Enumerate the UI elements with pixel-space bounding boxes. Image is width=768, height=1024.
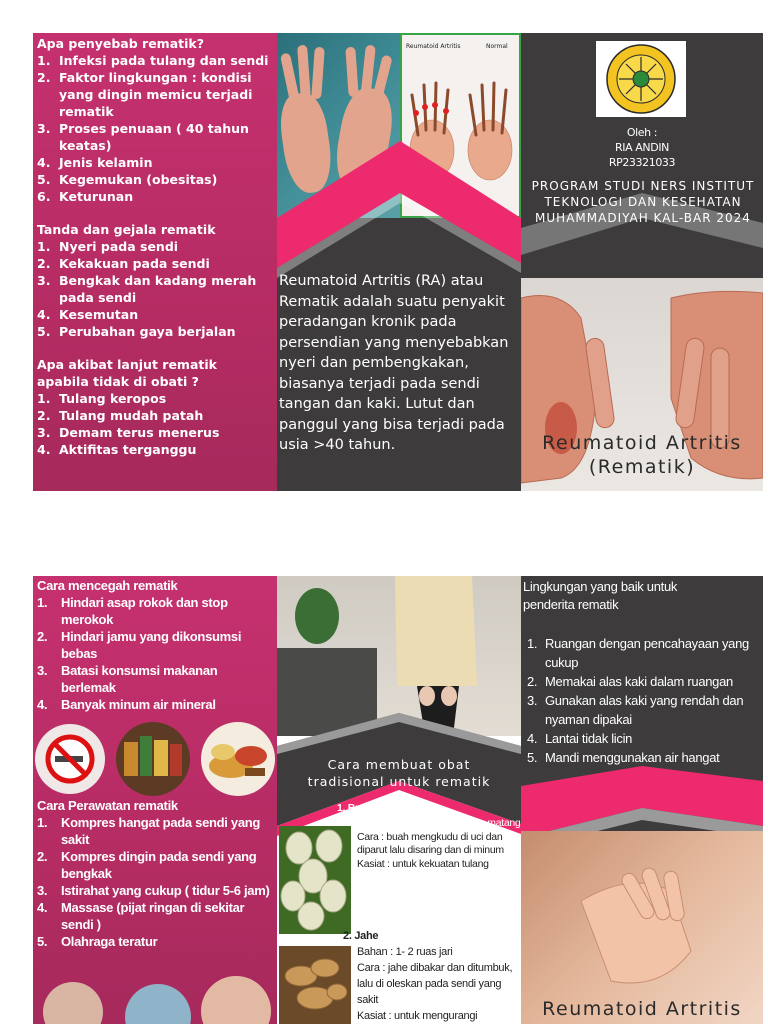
list-item-text: Hindari asap rokok dan stop merokok (61, 595, 228, 627)
list-item-number: 1. (37, 53, 51, 68)
causes-list (37, 52, 275, 205)
hand-massage-photo (521, 831, 763, 1024)
list-item (37, 848, 275, 882)
list-item-text: Kesemutan (59, 307, 139, 322)
list-item-number: 4. (37, 900, 48, 915)
list-item-number: 2. (37, 629, 48, 644)
list-item-number: 3. (37, 121, 51, 136)
list-item-text: Istirahat yang cukup ( tidur 5-6 jam) (61, 883, 270, 898)
list-item (37, 238, 275, 255)
list-item (37, 424, 275, 441)
list-item-number: 4. (37, 307, 51, 322)
prevent-list (37, 594, 275, 713)
list-item (37, 188, 275, 205)
middle-panel (277, 33, 521, 491)
list-item-text: Aktifitas terganggu (59, 442, 197, 457)
list-item-number: 1. (37, 595, 48, 610)
cover-subtitle: (Rematik) (588, 456, 696, 478)
list-item-text: Kegemukan (obesitas) (59, 172, 218, 187)
footer-title: Reumatoid Artritis (542, 998, 742, 1020)
list-item-text: Memakai alas kaki dalam ruangan (545, 674, 733, 689)
list-item (37, 407, 275, 424)
list-item-number: 5. (37, 172, 51, 187)
list-item-text: Faktor lingkungan : kondisi yang dingin memicu terjadi rematik (59, 70, 253, 119)
author-nim: RP23321033 (608, 156, 676, 169)
xray-label-ra: Reumatoid Artritis (406, 43, 461, 50)
list-item-number: 5. (37, 324, 51, 339)
list-item-text: Banyak minum air mineral (61, 697, 216, 712)
author-name: RIA ANDIN (614, 141, 669, 154)
list-item-number: 1. (37, 239, 51, 254)
effects-title: Apa akibat lanjut rematik apabila tidak di obati ? (37, 357, 217, 389)
remedy-title: Cara membuat obat tradisional untuk rematik (307, 757, 491, 789)
list-item-number: 2. (527, 674, 538, 689)
list-item (37, 154, 275, 171)
list-item (37, 171, 275, 188)
list-item (37, 696, 275, 713)
brochure-page-back (33, 576, 763, 1024)
list-item (37, 662, 275, 696)
list-item-text: Keturunan (59, 189, 134, 204)
list-item-number: 5. (527, 750, 538, 765)
list-item-text: Gunakan alas kaki yang rendah dan nyaman dipakai (545, 693, 744, 727)
list-item-text: Mandi menggunakan air hangat (545, 750, 720, 765)
list-item-text: Tulang mudah patah (59, 408, 204, 423)
list-item (37, 323, 275, 340)
list-item-text: Lantai tidak licin (545, 731, 633, 746)
list-item (37, 52, 275, 69)
cover-title: Reumatoid Artritis (542, 432, 742, 454)
massage-icon (201, 976, 271, 1024)
list-item (37, 814, 275, 848)
environment-title: Lingkungan yang baik untuk penderita rematik (523, 579, 678, 612)
xray-label-normal: Normal (486, 43, 508, 50)
list-item-text: Infeksi pada tulang dan sendi (59, 53, 269, 68)
definition-text: Reumatoid Artritis (RA) atau Rematik adalah suatu penyakit peradangan kronik pada persendian yang menyebabkan nyeri dan pembengkakan, biasanya terjadi pada sendi tangan dan kaki. Lutut dan panggul yang bisa terjadi pada usia >40 tahun. (279, 273, 509, 453)
remedy-item1-cara: Cara : buah mengkudu di uci dan diparut lalu disaring dan di minum (357, 830, 504, 856)
list-item (37, 255, 275, 272)
warm-compress-icon (43, 982, 103, 1024)
prevention-panel (33, 576, 277, 1024)
list-item (37, 390, 275, 407)
list-item-text: Demam terus menerus (59, 425, 220, 440)
list-item (37, 933, 275, 950)
prevent-title: Cara mencegah rematik (37, 578, 178, 593)
list-item (37, 69, 275, 120)
ginger-image (279, 946, 351, 1024)
remedy-item1-khasiat: Kasiat : untuk kekuatan tulang (357, 857, 489, 870)
list-item (37, 899, 275, 933)
list-item (37, 272, 275, 306)
list-item-number: 5. (37, 934, 48, 949)
list-item-number: 3. (37, 883, 48, 898)
list-item-text: Batasi konsumsi makanan berlemak (61, 663, 218, 695)
list-item (37, 120, 275, 154)
list-item-number: 2. (37, 408, 51, 423)
care-list (37, 814, 275, 950)
list-item-text: Proses penuaan ( 40 tahun keatas) (59, 121, 249, 153)
symptoms-list (37, 238, 275, 340)
brochure-page-front (33, 33, 763, 491)
list-item (37, 882, 275, 899)
remedy-panel (277, 576, 521, 1024)
list-item-number: 3. (37, 425, 51, 440)
list-item-number: 1. (37, 815, 48, 830)
author-label: Oleh : (626, 126, 658, 139)
list-item-text: Kompres hangat pada sendi yang sakit (61, 815, 261, 847)
list-item-number: 3. (37, 273, 51, 288)
list-item-text: Ruangan dengan pencahayaan yang cukup (545, 636, 749, 670)
list-item-text: Kompres dingin pada sendi yang bengkak (61, 849, 257, 881)
list-item-text: Kekakuan pada sendi (59, 256, 210, 271)
list-item-number: 2. (37, 70, 51, 85)
list-item-text: Bengkak dan kadang merah pada sendi (59, 273, 257, 305)
program-text: PROGRAM STUDI NERS INSTITUT TEKNOLOGI DAN KESEHATAN MUHAMMADIYAH KAL-BAR 2024 (531, 179, 755, 225)
list-item-number: 4. (37, 697, 48, 712)
remedy-item2-cara: Cara : jahe dibakar dan ditumbuk, lalu di oleskan pada sendi yang sakit (357, 962, 513, 1006)
list-item (37, 594, 275, 628)
cover-panel (521, 33, 763, 491)
list-item-number: 2. (37, 256, 51, 271)
noni-fruit-image (279, 826, 351, 934)
list-item-number: 4. (37, 155, 51, 170)
list-item (37, 628, 275, 662)
info-panel-left (33, 33, 277, 491)
care-title: Cara Perawatan rematik (37, 798, 178, 813)
cold-compress-icon (125, 984, 191, 1024)
symptoms-title: Tanda dan gejala rematik (37, 222, 216, 237)
list-item (37, 306, 275, 323)
causes-title: Apa penyebab rematik? (37, 36, 204, 51)
list-item-number: 3. (37, 663, 48, 678)
list-item-number: 4. (37, 442, 51, 457)
effects-list (37, 390, 275, 458)
remedy-item2-khasiat: Kasiat : untuk mengurangi (357, 1010, 478, 1022)
list-item-text: Tulang keropos (59, 391, 167, 406)
list-item (37, 441, 275, 458)
list-item-text: Hindari jamu yang dikonsumsi bebas (61, 629, 242, 661)
list-item-text: Nyeri pada sendi (59, 239, 179, 254)
fatty-food-icon (201, 722, 275, 796)
no-smoking-icon (35, 724, 105, 794)
remedy-item1-bahan: Bahan : 2- 3 buah mengkudu matang (357, 817, 521, 829)
remedy-item2-bahan: Bahan : 1- 2 ruas jari (357, 946, 453, 958)
list-item-text: Olahraga teratur (61, 934, 158, 949)
remedy-item1-title: 1. Buah mengkudu (337, 802, 427, 814)
herbal-jamu-icon (116, 722, 190, 796)
list-item-text: Massase (pijat ringan di sekitar sendi ) (61, 900, 245, 932)
list-item-text: Perubahan gaya berjalan (59, 324, 236, 339)
list-item-number: 4. (527, 731, 538, 746)
list-item-text: Jenis kelamin (59, 155, 153, 170)
list-item-number: 1. (527, 636, 538, 651)
list-item-number: 1. (37, 391, 51, 406)
list-item-number: 2. (37, 849, 48, 864)
list-item-number: 6. (37, 189, 51, 204)
remedy-item2-title: 2. Jahe (343, 930, 379, 942)
environment-panel (521, 576, 763, 1024)
list-item-number: 3. (527, 693, 538, 708)
